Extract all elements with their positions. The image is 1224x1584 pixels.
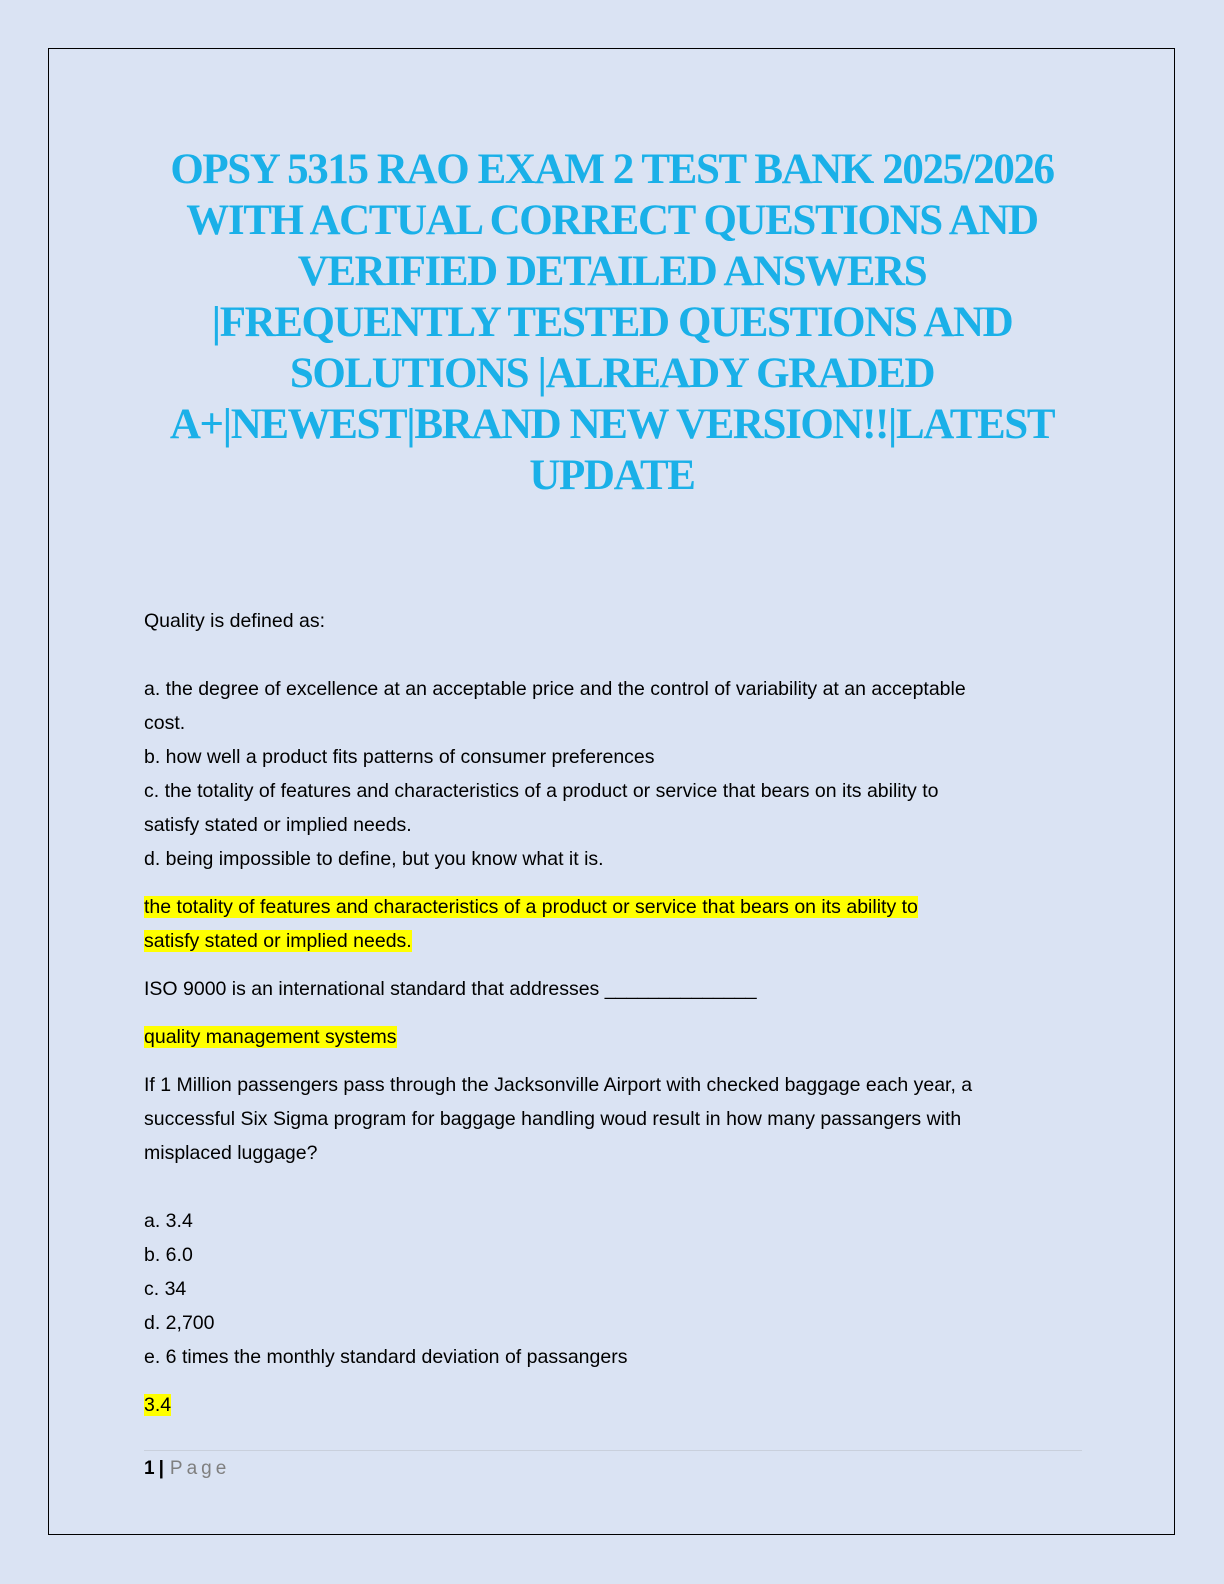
footer-divider	[144, 1450, 1082, 1451]
question-1-text: Quality is defined as:	[144, 610, 326, 632]
document-title	[120, 144, 1104, 501]
question-1-option: a. the degree of excellence at an acceptable price and the control of variability at an acceptable	[144, 678, 966, 700]
question-1-option: b. how well a product fits patterns of consumer preferences	[144, 746, 655, 768]
question-2-text: ISO 9000 is an international standard that addresses ______________	[144, 978, 757, 1000]
question-3-option: a. 3.4	[144, 1210, 193, 1232]
question-3-answer	[144, 1388, 1084, 1422]
question-3-option: b. 6.0	[144, 1244, 193, 1266]
answer-highlight: satisfy stated or implied needs.	[144, 930, 412, 952]
title-line: |FREQUENTLY TESTED QUESTIONS AND	[211, 299, 1013, 346]
question-1-option: satisfy stated or implied needs.	[144, 814, 412, 836]
footer-separator: |	[158, 1458, 164, 1479]
question-1-option: c. the totality of features and characteristics of a product or service that bears on its ability to	[144, 780, 939, 802]
question-3-option: c. 34	[144, 1278, 187, 1300]
title-line: OPSY 5315 RAO EXAM 2 TEST BANK 2025/2026	[170, 146, 1054, 193]
page-number: 1	[144, 1458, 155, 1479]
question-2-answer	[144, 1020, 1084, 1054]
page-footer	[144, 1456, 230, 1482]
answer-highlight: quality management systems	[144, 1026, 397, 1048]
page-label: Page	[169, 1458, 231, 1479]
question-1-answer	[144, 890, 1084, 924]
answer-highlight: the totality of features and characteristics of a product or service that bears on its ability to	[144, 896, 918, 918]
title-line: UPDATE	[529, 452, 695, 499]
title-line: VERIFIED DETAILED ANSWERS	[297, 248, 927, 295]
question-1-answer	[144, 924, 1084, 958]
question-1-option: cost.	[144, 712, 186, 734]
answer-highlight: 3.4	[144, 1394, 172, 1416]
question-3-text: misplaced luggage?	[144, 1142, 318, 1164]
question-3-option: d. 2,700	[144, 1312, 215, 1334]
question-3-text: If 1 Million passengers pass through the Jacksonville Airport with checked baggage each year, a	[144, 1074, 973, 1096]
question-3-option: e. 6 times the monthly standard deviation of passangers	[144, 1346, 628, 1368]
title-line: SOLUTIONS |ALREADY GRADED	[289, 350, 935, 397]
title-line: A+|NEWEST|BRAND NEW VERSION!!|LATEST	[169, 401, 1055, 448]
title-line: WITH ACTUAL CORRECT QUESTIONS AND	[186, 197, 1038, 244]
document-body	[144, 604, 1084, 1422]
question-1-option: d. being impossible to define, but you know what it is.	[144, 848, 604, 870]
question-3-text: successful Six Sigma program for baggage handling woud result in how many passangers with	[144, 1108, 962, 1130]
